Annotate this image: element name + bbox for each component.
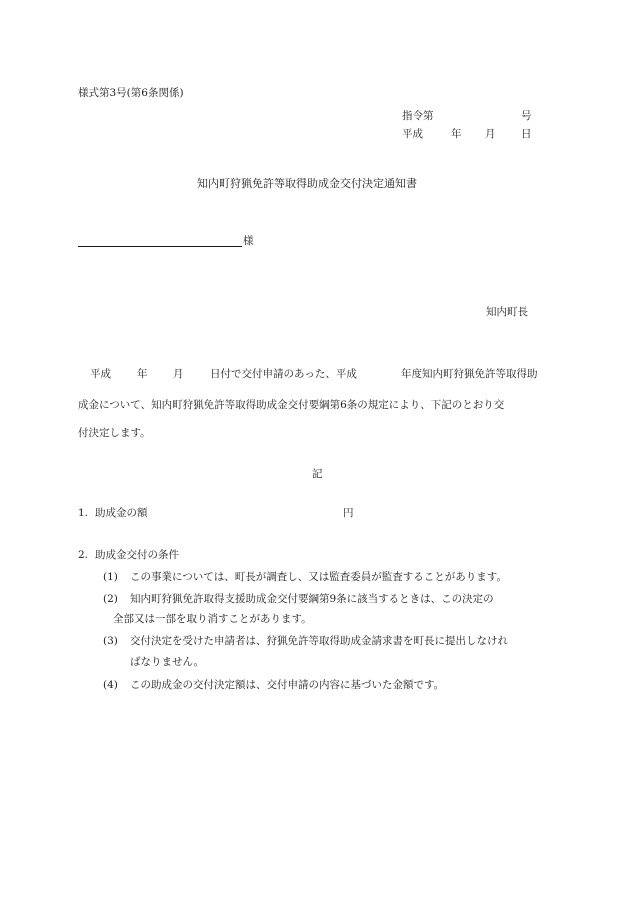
section1-number: 1. — [78, 507, 89, 519]
document-title: 知内町狩猟免許等取得助成金交付決定通知書 — [197, 177, 417, 190]
directive-prefix: 指令第 — [402, 110, 434, 122]
section1-label: 助成金の額 — [95, 507, 148, 519]
ki-heading: 記 — [312, 468, 323, 480]
section2-number: 2. — [78, 549, 89, 561]
body-month: 月 — [173, 368, 184, 380]
body-line1-text: 日付で交付申請のあった、平成 — [210, 368, 357, 380]
date-year: 年 — [451, 128, 462, 140]
body-year: 年 — [137, 368, 148, 380]
date-day: 日 — [521, 128, 532, 140]
body-era: 平成 — [90, 368, 111, 380]
form-number: 様式第3号(第6条関係) — [78, 87, 184, 99]
condition-1-text: この事業については、町長が調査し、又は監査委員が監査することがあります。 — [130, 571, 507, 583]
date-month: 月 — [485, 128, 496, 140]
body-line2: 成金について、知内町狩猟免許等取得助成金交付要綱第6条の規定により、下記のとおり交 — [78, 399, 505, 411]
condition-1-number: (1) — [103, 571, 118, 583]
body-line1-tail: 年度知内町狩猟免許等取得助 — [401, 368, 538, 380]
condition-3-number: (3) — [103, 635, 118, 647]
directive-suffix: 号 — [521, 110, 532, 122]
condition-3-continuation: ばなりません。 — [130, 656, 205, 668]
issuer: 知内町長 — [486, 306, 528, 318]
condition-2-number: (2) — [103, 593, 118, 605]
recipient-honorific: 様 — [243, 235, 254, 247]
date-era: 平成 — [402, 128, 423, 140]
condition-2-continuation: 全部又は一部を取り消すことがあります。 — [113, 613, 312, 625]
condition-4-number: (4) — [103, 679, 118, 691]
condition-2-text: 知内町狩猟免許取得支援助成金交付要綱第9条に該当するときは、この決定の — [130, 593, 494, 605]
condition-4-text: この助成金の交付決定額は、交付申請の内容に基づいた金額です。 — [130, 679, 445, 691]
recipient-name-line — [78, 246, 242, 247]
section2-label: 助成金交付の条件 — [95, 549, 179, 561]
body-line3: 付決定します。 — [78, 427, 151, 439]
section1-unit: 円 — [343, 507, 354, 519]
condition-3-text: 交付決定を受けた申請者は、狩猟免許等取得助成金請求書を町長に提出しなけれ — [130, 635, 508, 647]
